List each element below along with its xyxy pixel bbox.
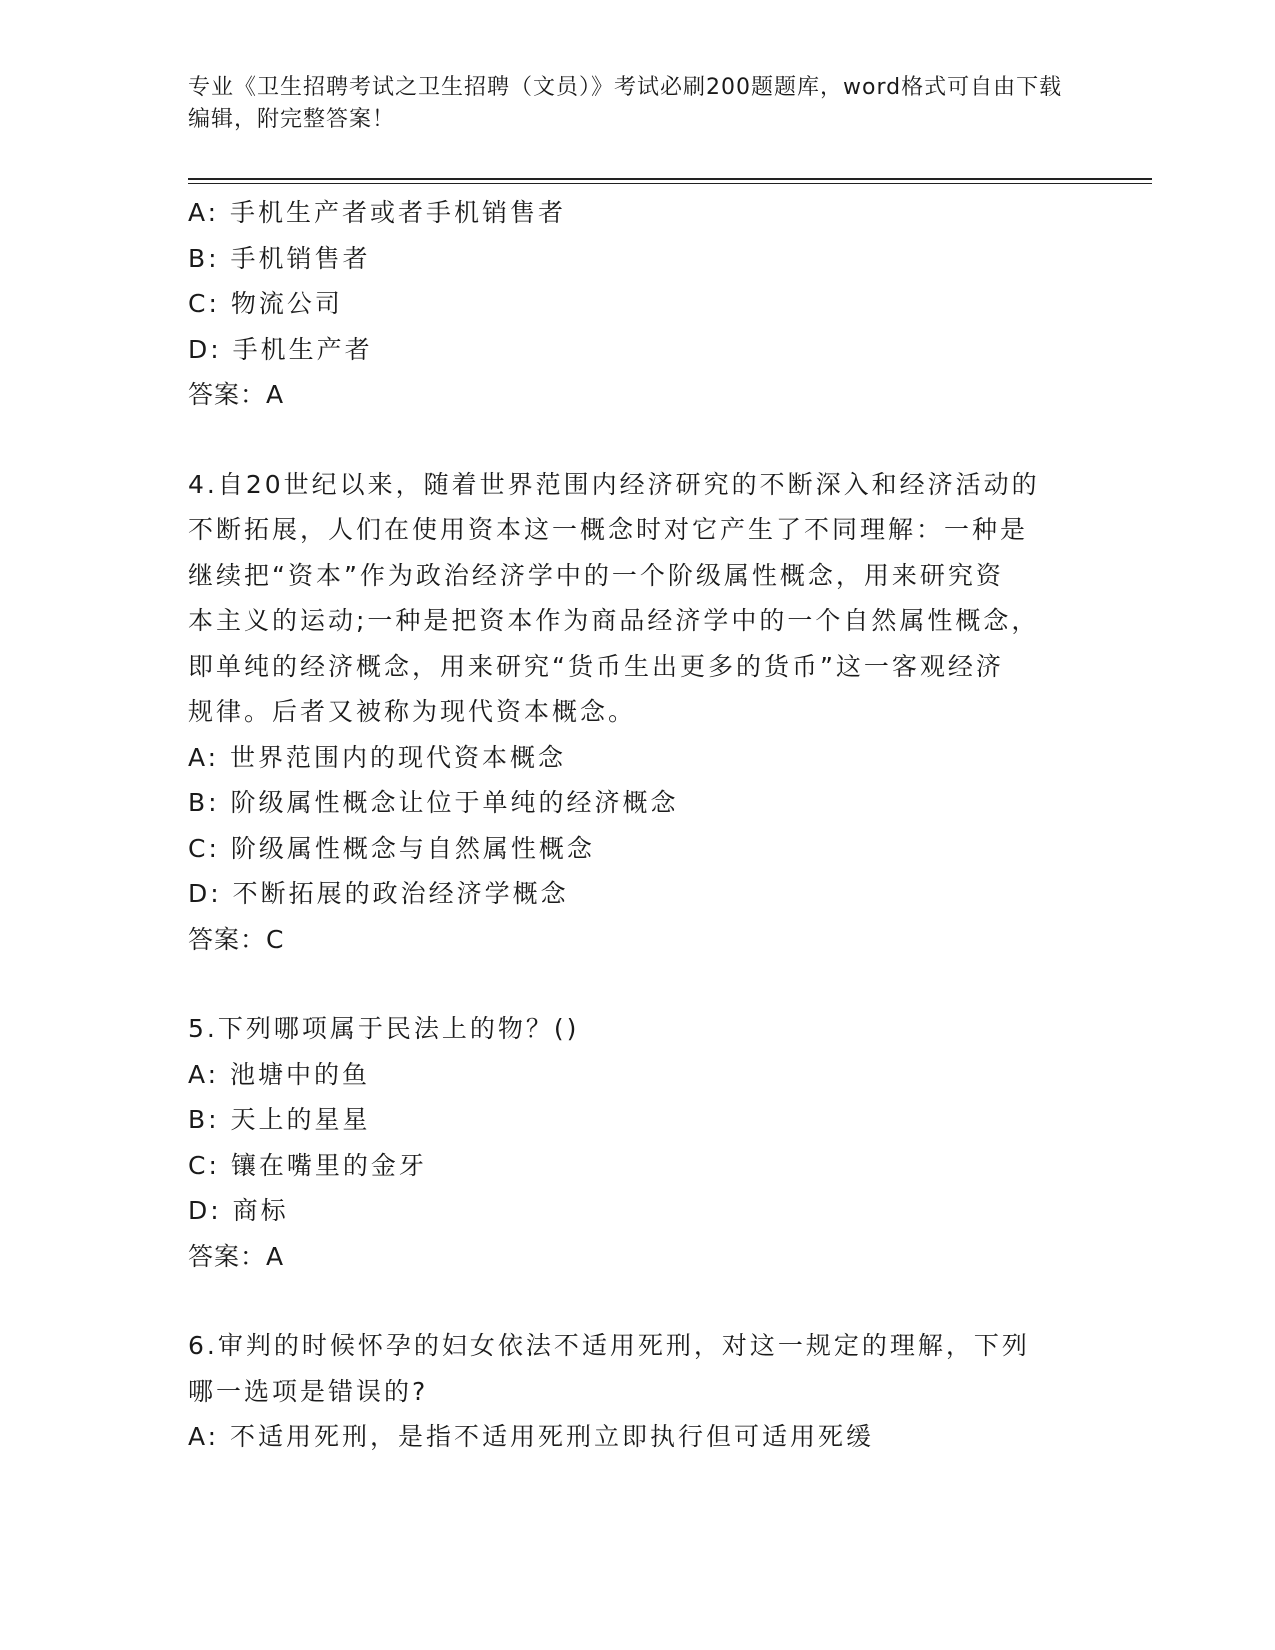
option-a: A: 手机生产者或者手机销售者 — [188, 198, 567, 227]
header-divider-thin — [188, 183, 1152, 184]
option-d: D: 不断拓展的政治经济学概念 — [188, 879, 569, 908]
question-5 — [188, 1006, 1068, 1279]
document-header: 专业《卫生招聘考试之卫生招聘（文员）》考试必刷200题题库，word格式可自由下载编辑，附完整答案！ — [188, 75, 1063, 132]
question-stem: 5.下列哪项属于民法上的物？() — [188, 1014, 580, 1043]
option-c: C: 物流公司 — [188, 289, 343, 318]
question-stem-line: 不断拓展，人们在使用资本这一概念时对它产生了不同理解：一种是 — [188, 515, 1029, 544]
question-stem-line: 本主义的运动;一种是把资本作为商品经济学中的一个自然属性概念， — [188, 606, 1040, 635]
answer: 答案：A — [188, 380, 285, 409]
option-a: A: 世界范围内的现代资本概念 — [188, 742, 567, 772]
option-a: A: 不适用死刑，是指不适用死刑立即执行但可适用死缓 — [188, 1422, 875, 1451]
option-d: D: 手机生产者 — [188, 334, 373, 364]
answer: 答案：A — [188, 1241, 285, 1271]
option-d: D: 商标 — [188, 1196, 289, 1225]
option-b: B: 阶级属性概念让位于单纯的经济概念 — [188, 788, 679, 817]
option-c: C: 镶在嘴里的金牙 — [188, 1150, 427, 1180]
question-stem-line: 哪一选项是错误的? — [188, 1376, 429, 1406]
question-3 — [188, 190, 1068, 418]
option-b: B: 天上的星星 — [188, 1105, 371, 1134]
question-4 — [188, 462, 1068, 963]
option-c: C: 阶级属性概念与自然属性概念 — [188, 833, 595, 863]
question-stem-line: 即单纯的经济概念，用来研究“货币生出更多的货币”这一客观经济 — [188, 651, 1004, 681]
spacer — [188, 418, 1068, 462]
question-6 — [188, 1323, 1068, 1460]
spacer — [188, 962, 1068, 1006]
spacer — [188, 1279, 1068, 1323]
header-divider-thick — [188, 178, 1152, 180]
question-stem-line: 4.自20世纪以来，随着世界范围内经济研究的不断深入和经济活动的 — [188, 469, 1040, 499]
question-list — [188, 190, 1068, 1460]
question-stem-line: 继续把“资本”作为政治经济学中的一个阶级属性概念，用来研究资 — [188, 560, 1004, 590]
option-a: A: 池塘中的鱼 — [188, 1059, 371, 1089]
option-b: B: 手机销售者 — [188, 243, 371, 273]
question-stem-line: 6.审判的时候怀孕的妇女依法不适用死刑，对这一规定的理解，下列 — [188, 1331, 1030, 1360]
question-stem-line: 规律。后者又被称为现代资本概念。 — [188, 697, 637, 726]
answer: 答案：C — [188, 924, 285, 954]
